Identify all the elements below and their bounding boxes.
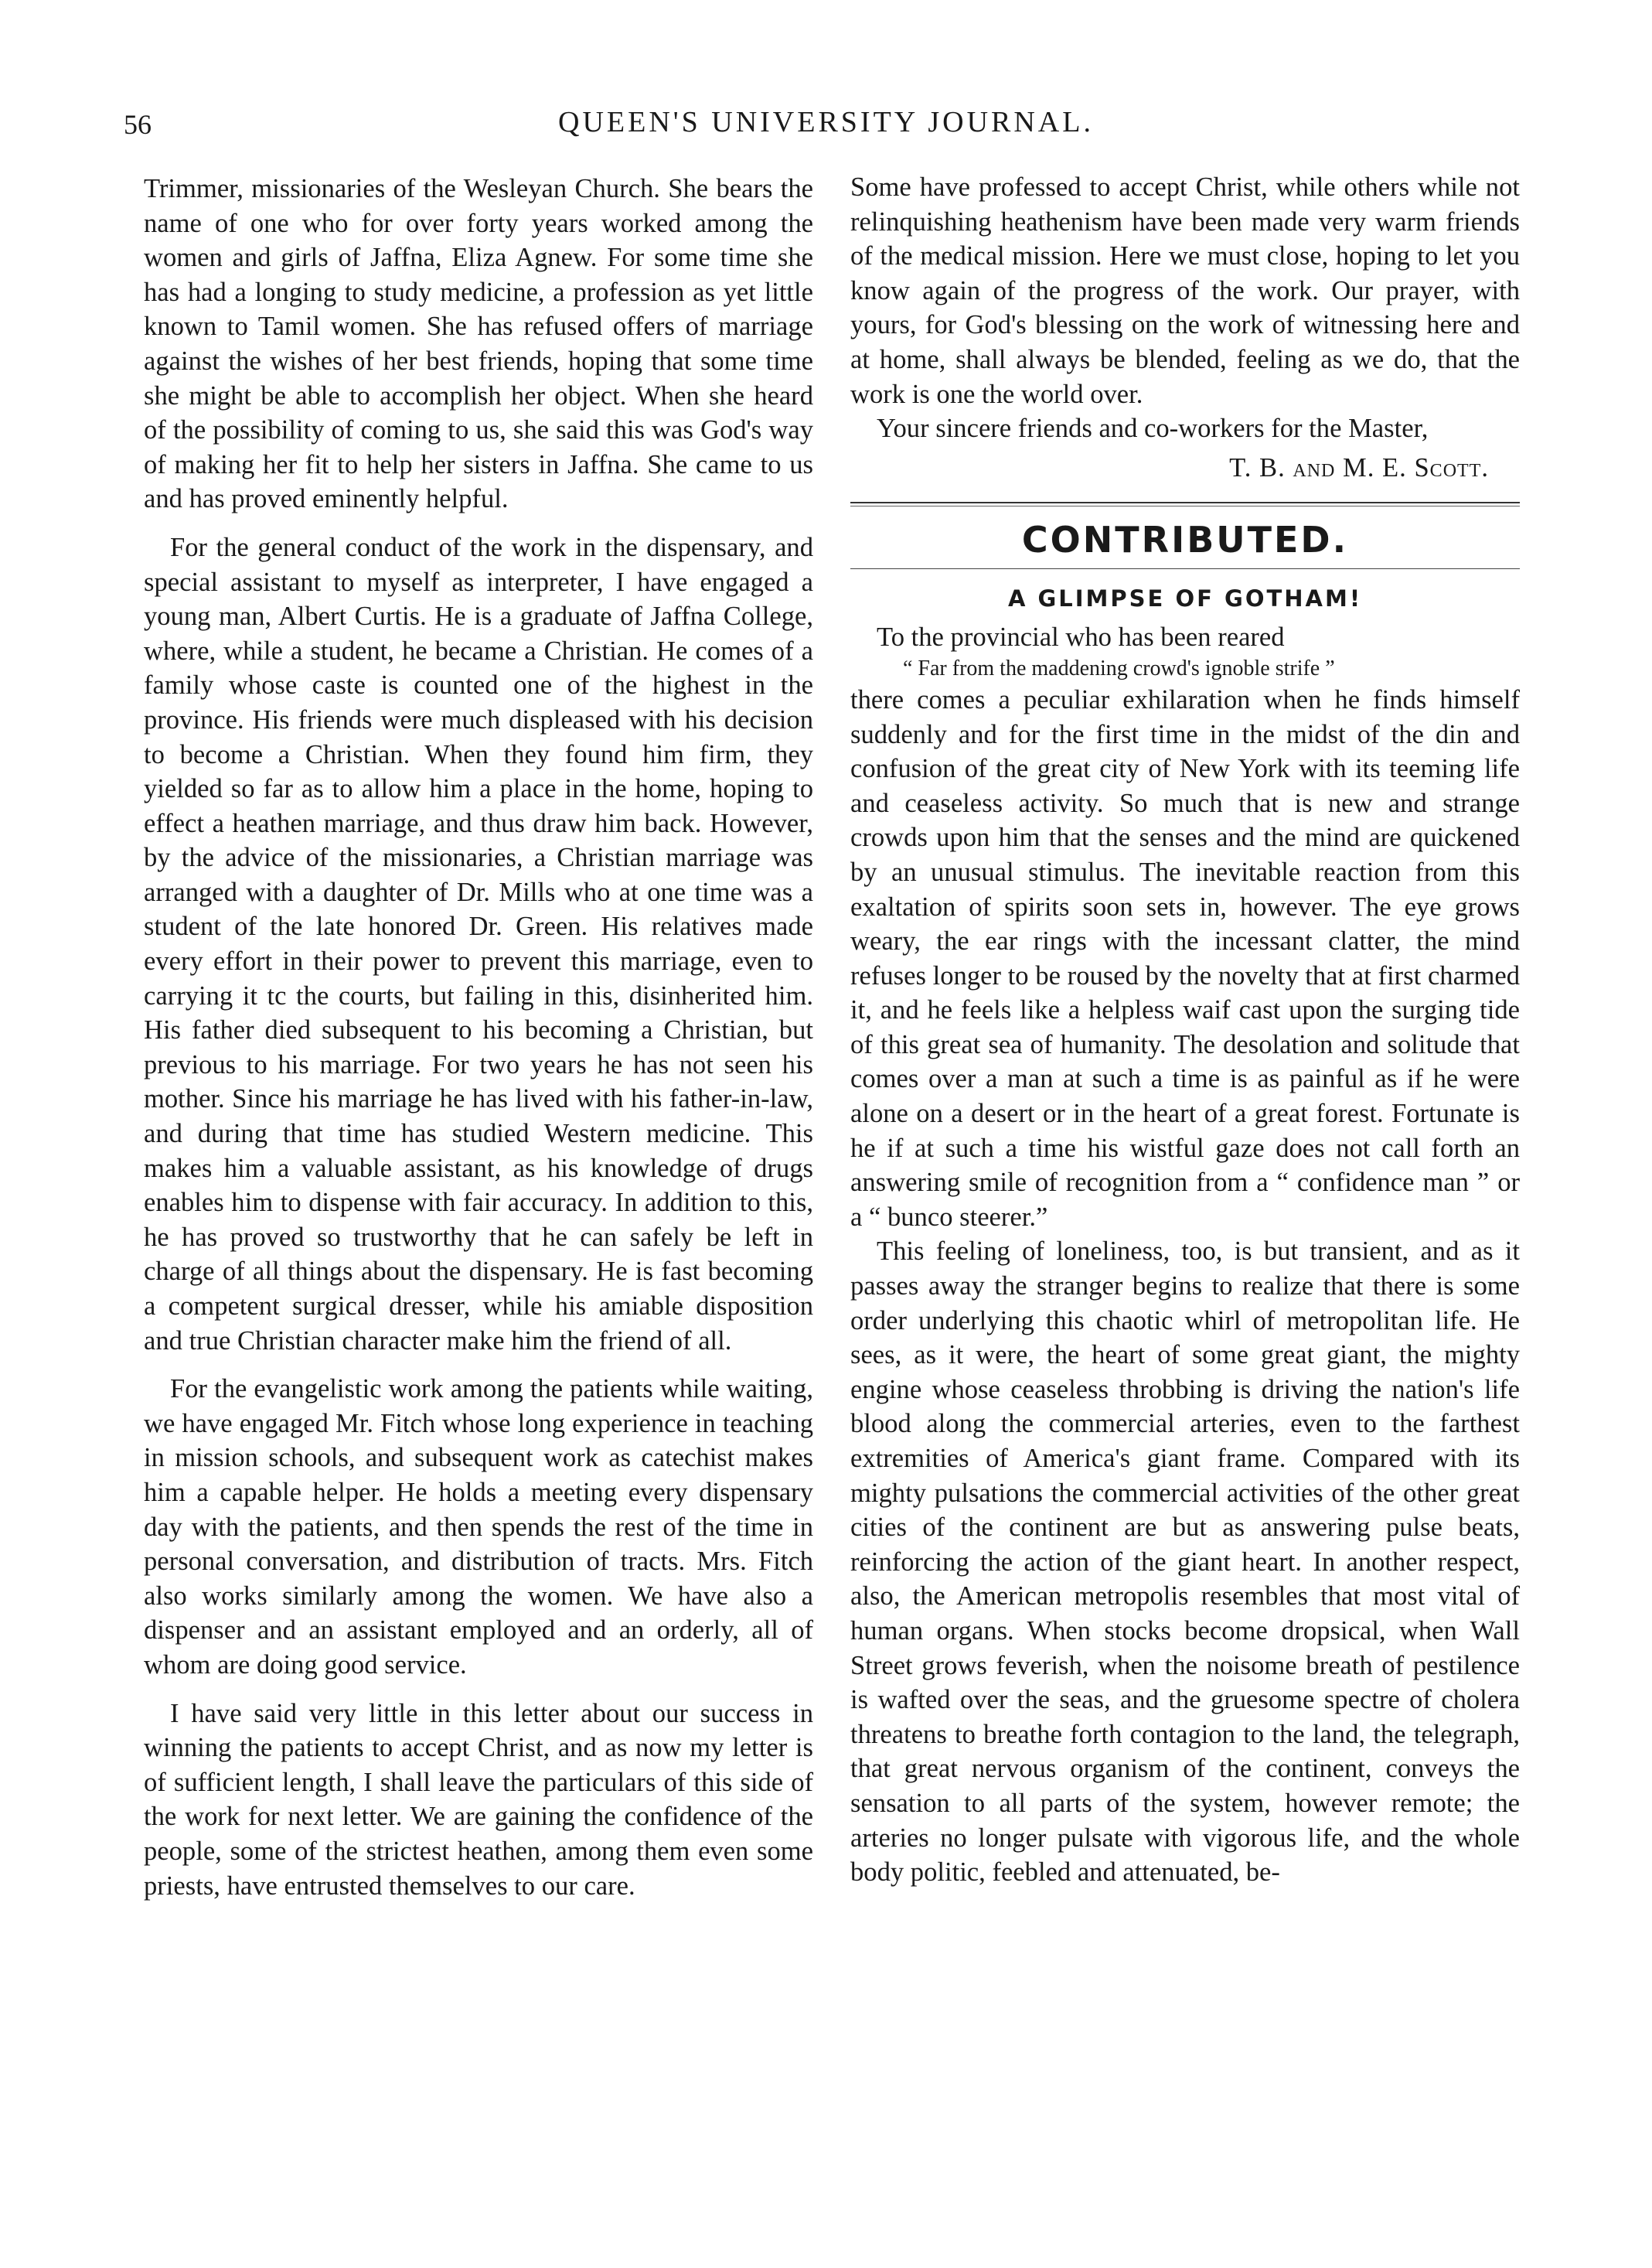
paragraph: For the general conduct of the work in the dispensary, and special assistant to myself as interpreter, I have engaged a young man, Albert Curtis. He is a graduate of Jaffna College, where, while a student, he became a Christian. He comes of a family whose caste is counted one of the highest in the province. His friends were much displeased with his decision to become a Christian. When they found him firm, they yielded so far as to allow him a place in the home, hoping to effect a heathen marriage, and thus draw him back. However, by the advice of the missionaries, a Christian marriage was arranged with a daughter of Dr. Mills who at one time was a student of the late honored Dr. Green. His relatives made every effort in their power to prevent this marriage, even to carrying it tc the courts, but failing in this, disinherited him. His father died subsequent to his becoming a Christian, but previous to his marriage. For two years he has not seen his mother. Since his marriage he has lived with his father-in-law, and during that time has studied Western medicine. This makes him a valuable assistant, as his knowledge of drugs enables him to dispense with fair accuracy. In addition to this, he has proved so trustworthy that he can safely be left in charge of all things about the dispensary. He is fast becoming a competent surgical dresser, while his amiable disposition and true Christian character make him the friend of all. <box>144 532 813 1356</box>
letter-signature: T. B. and M. E. Scott. <box>1229 452 1489 483</box>
section-divider <box>850 502 1520 506</box>
article-title: A GLIMPSE OF GOTHAM! <box>1007 585 1363 612</box>
intro-line: To the provincial who has been reared <box>877 622 1285 653</box>
epigraph: “ Far from the maddening crowd's ignoble strife ” <box>903 656 1335 680</box>
right-column <box>850 170 1520 1890</box>
paragraph: Some have professed to accept Christ, while others while not relinquishing heathenism have been made very warm friends of the medical mission. Here we must close, hoping to let you know again of the progress of the work. Our prayer, with yours, for God's blessing on the work of witnessing here and at home, shall always be blended, feeling as we do, that the work is one the world over. <box>850 172 1520 409</box>
left-column <box>144 172 813 1903</box>
paragraph: I have said very little in this letter about our success in winning the patients to accept Christ, and as now my letter is of sufficient length, I shall leave the particulars of this side of the work for next letter. We are gaining the confidence of the people, some of the strictest heathen, among them even some priests, have entrusted themselves to our care. <box>144 1698 813 1901</box>
paragraph: Your sincere friends and co-workers for the Master, <box>877 414 1429 444</box>
paragraph: For the evangelistic work among the patients while waiting, we have engaged Mr. Fitch whose long experience in teaching in mission schools, and subsequent work as catechist makes him a capable helper. He holds a meeting every dispensary day with the patients, and then spends the rest of the time in personal conversation, and distribution of tracts. Mrs. Fitch also works similarly among the women. We have also a dispenser and an assistant employed and an orderly, all of whom are doing good service. <box>144 1374 813 1680</box>
running-head: QUEEN'S UNIVERSITY JOURNAL. <box>558 106 1094 138</box>
paragraph: This feeling of loneliness, too, is but transient, and as it passes away the stranger begins to realize that there is some order underlying this chaotic whirl of metropolitan life. He sees, as it were, the heart of some great giant, the mighty engine whose ceaseless throbbing is driving the nation's life blood along the commercial arteries, even to the farthest extremities of America's giant frame. Compared with its mighty pulsations the commercial activities of the other great cities of the continent are but as answering pulse beats, reinforcing the action of the giant heart. In another respect, also, the American metropolis resembles that most vital of human organs. When stocks become dropsical, when Wall Street grows feverish, when the noisome breath of pestilence is wafted over the seas, and the gruesome spectre of cholera threatens to breathe forth contagion to the land, the telegraph, that great nervous organism of the continent, conveys the sensation to all parts of the system, however remote; the arteries no longer pulsate with vigorous life, and the whole body politic, feebled and attenuated, be- <box>850 1236 1520 1888</box>
paragraph: there comes a peculiar exhilaration when he finds himself suddenly and for the first time in the midst of the din and confusion of the great city of New York with its teeming life and ceaseless activity. So much that is new and strange crowds upon him that the senses and the mind are quickened by an unusual stimulus. The inevitable reaction from this exaltation of spirits soon sets in, however. The eye grows weary, the ear rings with the incessant clatter, the mind refuses longer to be roused by the novelty that at first charmed it, and he feels like a helpless waif cast upon the surging tide of this great sea of humanity. The desolation and solitude that comes over a man at such a time is as painful as if he were alone on a desert or in the heart of a great forest. Fortunate is he if at such a time his wistful gaze does not call forth an answering smile of recognition from a “ confidence man ” or a “ bunco steerer.” <box>850 684 1520 1232</box>
paragraph: Trimmer, missionaries of the Wesleyan Church. She bears the name of one who for over forty years worked among the women and girls of Jaffna, Eliza Agnew. For some time she has had a longing to study medicine, a profession as yet little known to Tamil women. She has refused offers of marriage against the wishes of her best friends, hoping that some time she might be able to accomplish her object. When she heard of the possibility of coming to us, she said this was God's way of making her fit to help her sisters in Jaffna. She came to us and has proved eminently helpful. <box>144 174 813 514</box>
section-heading: CONTRIBUTED. <box>1021 519 1349 561</box>
heading-underline <box>850 568 1520 569</box>
page-number: 56 <box>124 109 152 140</box>
